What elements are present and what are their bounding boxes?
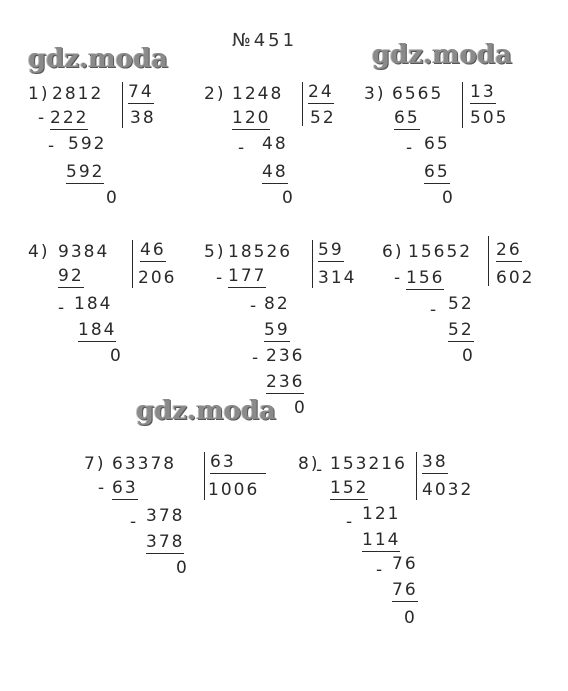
subtrahend: 52: [448, 320, 474, 340]
remainder-step: 378: [146, 506, 185, 526]
quotient: 206: [138, 268, 177, 288]
minus-sign: -: [394, 268, 403, 288]
minus-sign: -: [238, 138, 247, 158]
subtrahend: 120: [232, 108, 271, 128]
subtrahend: 76: [392, 580, 418, 600]
problem-label: 4): [28, 242, 50, 262]
subtrahend: 65: [394, 108, 420, 128]
division-bracket: [462, 82, 463, 128]
minus-sign: -: [216, 268, 225, 288]
quotient: 38: [130, 108, 156, 128]
division-bracket: [132, 240, 133, 288]
final-remainder: 0: [106, 188, 119, 208]
remainder-step: 236: [266, 346, 305, 366]
divisor: 74: [128, 82, 154, 102]
minus-sign: -: [48, 136, 57, 156]
subtrahend: 592: [66, 162, 105, 182]
remainder-step: 82: [264, 294, 290, 314]
dividend: 2812: [52, 84, 104, 104]
problem-label: 7): [84, 454, 106, 474]
watermark-logo: gdz.moda: [136, 396, 277, 426]
divisor: 13: [470, 82, 496, 102]
divisor: 24: [308, 82, 334, 102]
dividend: 9384: [58, 242, 110, 262]
division-bracket: [416, 452, 417, 500]
minus-sign: -: [406, 138, 415, 158]
divisor: 63: [210, 454, 266, 474]
divisor: 59: [318, 240, 344, 260]
problem-label: 1): [28, 84, 50, 104]
minus-sign: -: [430, 300, 439, 320]
subtrahend: 59: [264, 320, 290, 340]
subtrahend: 48: [262, 162, 288, 182]
watermark-logo: gdz.moda: [28, 44, 169, 74]
problem-label: 6): [382, 242, 404, 262]
division-bracket: [302, 82, 303, 126]
subtrahend: 63: [112, 478, 138, 498]
subtrahend: 177: [228, 266, 267, 286]
final-remainder: 0: [442, 188, 455, 208]
problem-label: 8): [298, 454, 320, 474]
dividend: 15652: [408, 242, 473, 262]
division-bracket: [122, 82, 123, 128]
minus-sign: -: [252, 348, 261, 368]
division-bracket: [204, 452, 205, 500]
final-remainder: 0: [404, 608, 417, 628]
minus-sign: -: [38, 108, 47, 128]
subtrahend: 156: [406, 268, 445, 288]
minus-sign: -: [98, 478, 107, 498]
minus-sign: -: [316, 460, 325, 480]
divisor: 46: [140, 240, 166, 260]
final-remainder: 0: [294, 398, 307, 418]
final-remainder: 0: [282, 188, 295, 208]
quotient: 1006: [208, 480, 260, 500]
quotient: 314: [318, 268, 357, 288]
quotient: 4032: [422, 480, 474, 500]
minus-sign: -: [130, 512, 139, 532]
quotient: 52: [310, 108, 336, 128]
subtrahend: 65: [424, 162, 450, 182]
minus-sign: -: [376, 560, 385, 580]
problem-label: 5): [204, 242, 226, 262]
division-bracket: [488, 236, 489, 286]
remainder-step: 592: [68, 134, 107, 154]
division-bracket: [312, 240, 313, 288]
dividend: 63378: [112, 454, 177, 474]
divisor: 26: [496, 240, 522, 260]
dividend: 153216: [330, 454, 407, 474]
remainder-step: 65: [424, 134, 450, 154]
subtrahend: 152: [330, 478, 369, 498]
final-remainder: 0: [176, 558, 189, 578]
final-remainder: 0: [462, 346, 475, 366]
subtrahend: 184: [78, 320, 117, 340]
divisor: 38: [422, 452, 448, 472]
subtrahend: 236: [266, 372, 305, 392]
quotient: 505: [470, 108, 509, 128]
exercise-number: №451: [232, 30, 298, 51]
final-remainder: 0: [110, 346, 123, 366]
subtrahend: 222: [50, 108, 89, 128]
quotient: 602: [496, 268, 535, 288]
subtrahend: 378: [146, 532, 185, 552]
remainder-step: 52: [448, 294, 474, 314]
dividend: 1248: [232, 84, 284, 104]
minus-sign: -: [58, 298, 67, 318]
subtrahend: 114: [362, 530, 401, 550]
remainder-step: 48: [262, 134, 288, 154]
dividend: 6565: [392, 84, 444, 104]
minus-sign: -: [250, 296, 259, 316]
subtrahend: 92: [58, 266, 84, 286]
minus-sign: -: [346, 512, 355, 532]
dividend: 18526: [228, 242, 293, 262]
remainder-step: 121: [362, 504, 401, 524]
problem-label: 2): [204, 84, 226, 104]
problem-label: 3): [364, 84, 386, 104]
remainder-step: 76: [392, 554, 418, 574]
remainder-step: 184: [74, 294, 113, 314]
watermark-logo: gdz.moda: [372, 40, 513, 70]
